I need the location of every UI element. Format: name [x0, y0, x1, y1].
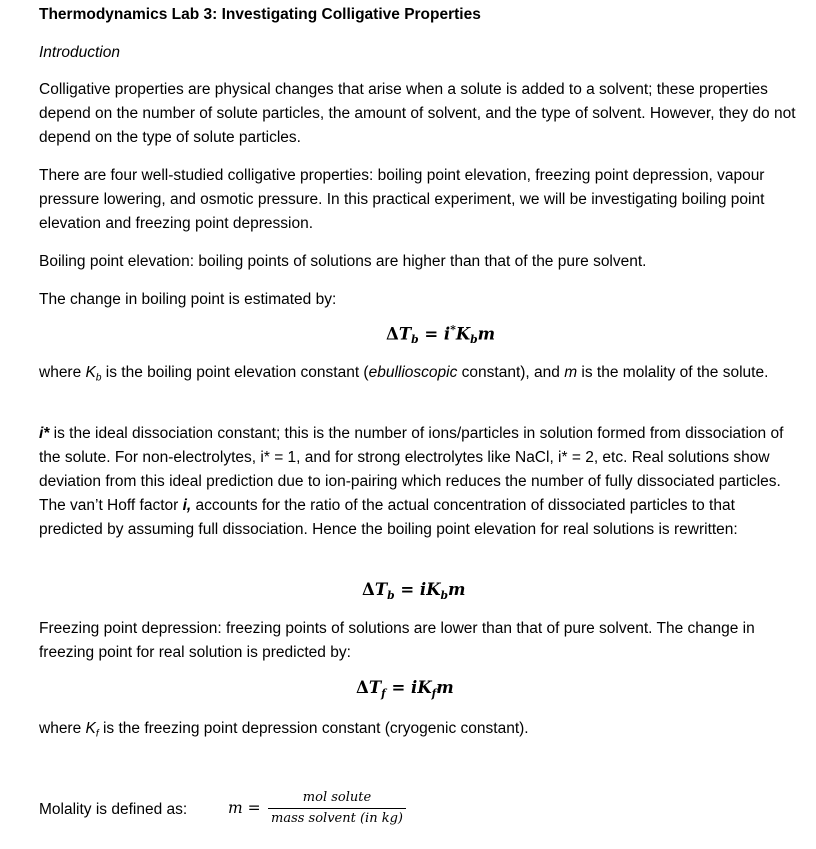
- paragraph-four-properties: There are four well-studied colligative properties: boiling point elevation, freezing point depression, vapour pressure lowering, and osmotic pressure. In this practical experiment, we will be investigating boiling point elevation and freezing point depression.: [39, 167, 765, 232]
- molality-label: Molality is defined as:: [39, 801, 188, 818]
- document-title: Thermodynamics Lab 3: Investigating Colligative Properties: [39, 6, 481, 23]
- fraction-bar: [268, 808, 406, 809]
- paragraph-colligative-definition: Colligative properties are physical changes that arise when a solute is added to a solvent; these properties depend on the number of solute particles, the amount of solvent, and the type of solvent. However, they do not depend on the type of solute particles.: [39, 81, 796, 146]
- molality-m-equals: m =: [228, 799, 261, 817]
- paragraph-boiling-point-elevation: Boiling point elevation: boiling points of solutions are higher than that of the pure solvent.: [39, 253, 647, 270]
- equation-ideal-boiling-point: $\Delta T_b = i^*K_bm$: [386, 323, 496, 347]
- paragraph-constants-definition: where $K_b$ is the boiling point elevation constant (ebullioscopic constant), and m is the molality of the solute.: [39, 364, 769, 384]
- equation-real-boiling-point: $\Delta T_b = iK_bm$: [362, 580, 466, 602]
- equation-freezing-point: $\Delta T_f = iK_fm$: [356, 678, 454, 700]
- paragraph-freezing-point-depression: Freezing point depression: freezing points of solutions are lower than that of pure solvent. The change in freezing point for real solution is predicted by:: [39, 620, 755, 661]
- paragraph-freezing-constant: where $K_f$ is the freezing point depression constant (cryogenic constant).: [39, 720, 529, 740]
- paragraph-change-boiling-point: The change in boiling point is estimated by:: [39, 291, 337, 308]
- paragraph-dissociation-constant: i* is the ideal dissociation constant; this is the number of ions/particles in solution formed from dissociation of the solute. For non-electrolytes, i* = 1, and for strong electrolytes like NaCl, i* = 2, etc. Real solutions show deviation from this ideal prediction due to ion-pairing which reduces the number of fully dissociated particles. The van’t Hoff factor i, accounts for the ratio of the actual concentration of dissociated particles to that predicted by assuming full dissociation. Hence the boiling point elevation for real solutions is rewritten:: [39, 425, 784, 538]
- introduction-heading: Introduction: [39, 44, 120, 61]
- molality-numerator: mol solute: [302, 790, 372, 805]
- molality-fraction: [268, 790, 406, 827]
- molality-denominator: mass solvent (in kg): [271, 811, 403, 826]
